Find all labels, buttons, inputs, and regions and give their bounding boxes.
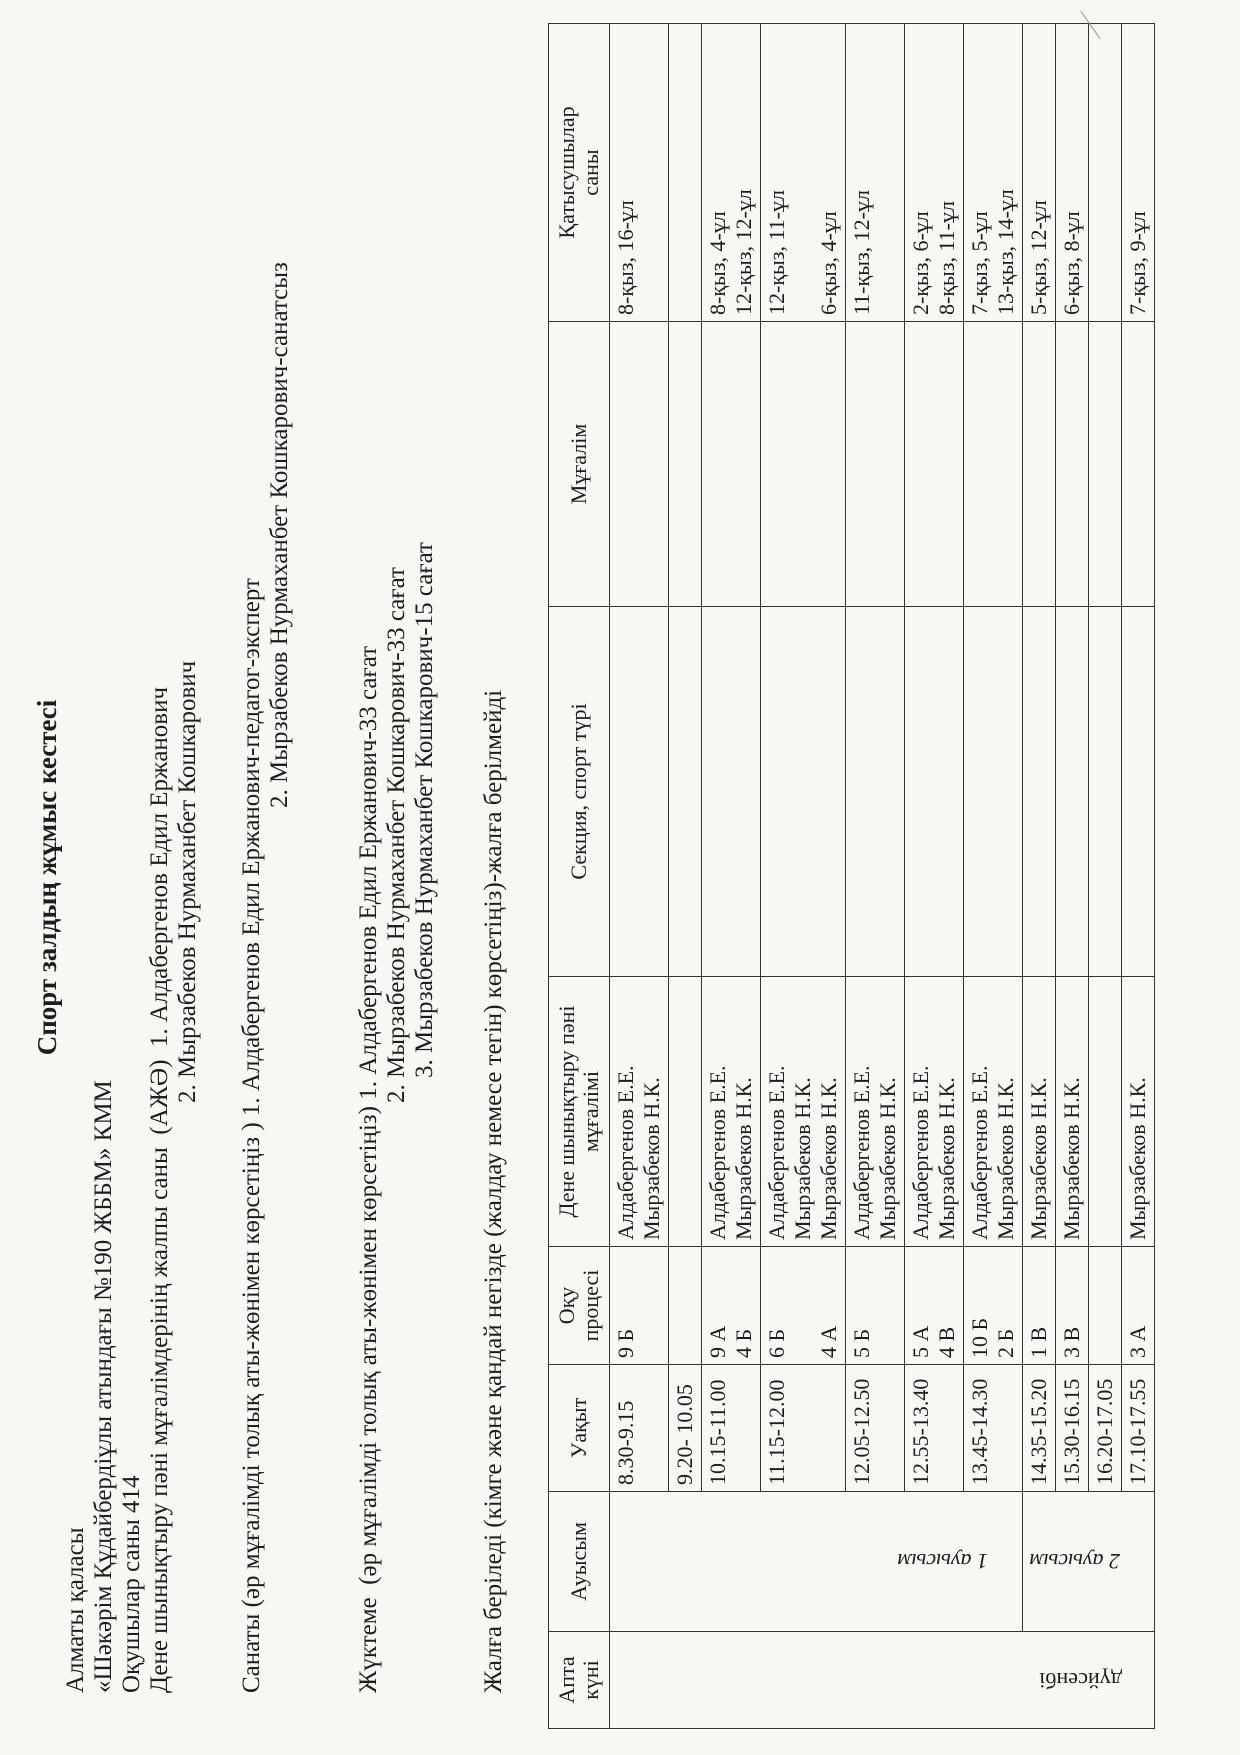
section-cell xyxy=(1056,607,1089,977)
coach-cell xyxy=(1122,322,1155,607)
time-cell: 9.20- 10.05 xyxy=(669,1365,702,1492)
city-line: Алматы қаласы xyxy=(62,1527,89,1693)
table-row xyxy=(1023,24,1056,1729)
teacher-cell: Алдабергенов Е.Е. Мырзабеков Н.К. xyxy=(964,977,1023,1247)
time-cell: 8.30-9.15 xyxy=(610,1365,669,1492)
teacher-cell: Алдабергенов Е.Е. Мырзабеков Н.К. Мырзабеков Н.К. xyxy=(761,977,846,1247)
count-cell: 6-қыз, 8-ұл xyxy=(1056,24,1089,322)
process-cell xyxy=(669,1247,702,1365)
time-cell: 14.35-15.20 xyxy=(1023,1365,1056,1492)
count-cell: 11-қыз, 12-ұл xyxy=(846,24,905,322)
count-cell xyxy=(1089,24,1122,322)
coach-cell xyxy=(1056,322,1089,607)
teacher-cell: Мырзабеков Н.К. xyxy=(1023,977,1056,1247)
table-row xyxy=(1122,24,1155,1729)
header-shift: Ауысым xyxy=(549,1492,610,1632)
header-day: Апта күні xyxy=(549,1632,610,1729)
count-cell: 5-қыз, 12-ұл xyxy=(1023,24,1056,322)
process-cell xyxy=(1089,1247,1122,1365)
teacher-cell: Алдабергенов Е.Е. Мырзабеков Н.К. xyxy=(905,977,964,1247)
time-cell: 11.15-12.00 xyxy=(761,1365,846,1492)
coach-cell xyxy=(1023,322,1056,607)
process-cell: 5 А 4 В xyxy=(905,1247,964,1365)
count-cell xyxy=(669,24,702,322)
category-line-2: 2. Мырзабеков Нурмаханбет Кошкарович-санатсыз xyxy=(266,262,293,808)
header-count: Қатысушылар саны xyxy=(549,24,610,322)
category-block xyxy=(238,262,294,1693)
header-block xyxy=(62,661,202,1693)
students-line: Оқушылар саны 414 xyxy=(118,1475,145,1693)
coach-cell xyxy=(669,322,702,607)
header-section: Секция, спорт түрі xyxy=(549,607,610,977)
shift-2-label: 2 ауысым xyxy=(1029,1549,1120,1575)
header-coach: Мұғалім xyxy=(549,322,610,607)
day-label: дүйсенбі xyxy=(1039,1668,1122,1693)
coach-cell xyxy=(846,322,905,607)
rental-line: Жалға беріледі (кімге және қандай негізде (жалдау немесе тегін) көрсетіңіз)-жалға берілмейді xyxy=(480,689,507,1693)
teacher-cell: Алдабергенов Е.Е. Мырзабеков Н.К. xyxy=(610,977,669,1247)
process-cell: 10 Б 2 Б xyxy=(964,1247,1023,1365)
section-cell xyxy=(1089,607,1122,977)
day-cell xyxy=(610,1632,1155,1729)
schedule-table xyxy=(548,23,1155,1729)
teacher-cell: Мырзабеков Н.К. xyxy=(1056,977,1089,1247)
table-row xyxy=(964,24,1023,1729)
shift-1-cell xyxy=(610,1492,1023,1632)
time-cell: 13.45-14.30 xyxy=(964,1365,1023,1492)
category-line-1: Санаты (әр мұғалімді толық аты-жөнімен көрсетіңіз ) 1. Алдабергенов Едил Ержанович-педагог-эксперт xyxy=(238,578,265,1693)
shift-2-cell xyxy=(1023,1492,1155,1632)
section-cell xyxy=(846,607,905,977)
table-row xyxy=(761,24,846,1729)
process-cell: 3 А xyxy=(1122,1247,1155,1365)
section-cell xyxy=(1122,607,1155,977)
time-cell: 10.15-11.00 xyxy=(702,1365,761,1492)
coach-cell xyxy=(905,322,964,607)
section-cell xyxy=(761,607,846,977)
header-process: Оқу процесі xyxy=(549,1247,610,1365)
table-header-row xyxy=(549,24,610,1729)
count-cell: 8-қыз, 16-ұл xyxy=(610,24,669,322)
time-cell: 16.20-17.05 xyxy=(1089,1365,1122,1492)
coach-cell xyxy=(1089,322,1122,607)
table-row xyxy=(1089,24,1122,1729)
section-cell xyxy=(1023,607,1056,977)
time-cell: 12.05-12.50 xyxy=(846,1365,905,1492)
section-cell xyxy=(610,607,669,977)
teacher-cell xyxy=(1089,977,1122,1247)
process-cell: 9 Б xyxy=(610,1247,669,1365)
time-cell: 12.55-13.40 xyxy=(905,1365,964,1492)
time-cell: 17.10-17.55 xyxy=(1122,1365,1155,1492)
table-row xyxy=(669,24,702,1729)
table-row xyxy=(702,24,761,1729)
header-teacher: Дене шынықтыру пәні мұғалімі xyxy=(549,977,610,1247)
document-title: Спорт залдың жұмыс кестесі xyxy=(32,699,62,1056)
teacher-cell: Алдабергенов Е.Е. Мырзабеков Н.К. xyxy=(846,977,905,1247)
workload-block xyxy=(355,542,439,1693)
process-cell: 5 Б xyxy=(846,1247,905,1365)
teachers-line-2: 2. Мырзабеков Нурмаханбет Кошкарович xyxy=(174,660,201,1103)
school-line: «Шәкәрім Құдайбердіұлы атындағы №190 ЖББМ» КММ xyxy=(90,1080,117,1693)
coach-cell xyxy=(761,322,846,607)
time-cell: 15.30-16.15 xyxy=(1056,1365,1089,1492)
section-cell xyxy=(669,607,702,977)
process-cell: 9 А 4 Б xyxy=(702,1247,761,1365)
table-row xyxy=(610,24,669,1729)
coach-cell xyxy=(964,322,1023,607)
workload-line-2: 2. Мырзабеков Нурмаханбет Кошкарович-33 сағат xyxy=(383,567,410,1103)
count-cell: 8-қыз, 4-ұл 12-қыз, 12-ұл xyxy=(702,24,761,322)
section-cell xyxy=(702,607,761,977)
coach-cell xyxy=(610,322,669,607)
section-cell xyxy=(964,607,1023,977)
workload-line-1: Жүктеме (әр мұғалімді толық аты-жөнімен көрсетіңіз) 1. Алдабергенов Едил Ержанович-33 сағат xyxy=(355,645,382,1693)
header-time: Уақыт xyxy=(549,1365,610,1492)
teacher-cell: Мырзабеков Н.К. xyxy=(1122,977,1155,1247)
shift-1-label: 1 ауысым xyxy=(897,1549,988,1575)
process-cell: 3 В xyxy=(1056,1247,1089,1365)
teachers-line: Дене шынықтыру пәні мұғалімдерінің жалпы саны (АЖӘ) 1. Алдабергенов Едил Ержанович xyxy=(146,686,173,1693)
teacher-cell xyxy=(669,977,702,1247)
process-cell: 1 В xyxy=(1023,1247,1056,1365)
table-row xyxy=(1056,24,1089,1729)
section-cell xyxy=(905,607,964,977)
table-row xyxy=(905,24,964,1729)
count-cell: 7-қыз, 9-ұл xyxy=(1122,24,1155,322)
teacher-cell: Алдабергенов Е.Е. Мырзабеков Н.К. xyxy=(702,977,761,1247)
coach-cell xyxy=(702,322,761,607)
count-cell: 7-қыз, 5-ұл 13-қыз, 14-ұл xyxy=(964,24,1023,322)
table-row xyxy=(846,24,905,1729)
count-cell: 12-қыз, 11-ұл 6-қыз, 4-ұл xyxy=(761,24,846,322)
count-cell: 2-қыз, 6-ұл 8-қыз, 11-ұл xyxy=(905,24,964,322)
process-cell: 6 Б 4 А xyxy=(761,1247,846,1365)
workload-line-3: 3. Мырзабеков Нурмаханбет Кошкарович-15 сағат xyxy=(411,542,438,1078)
